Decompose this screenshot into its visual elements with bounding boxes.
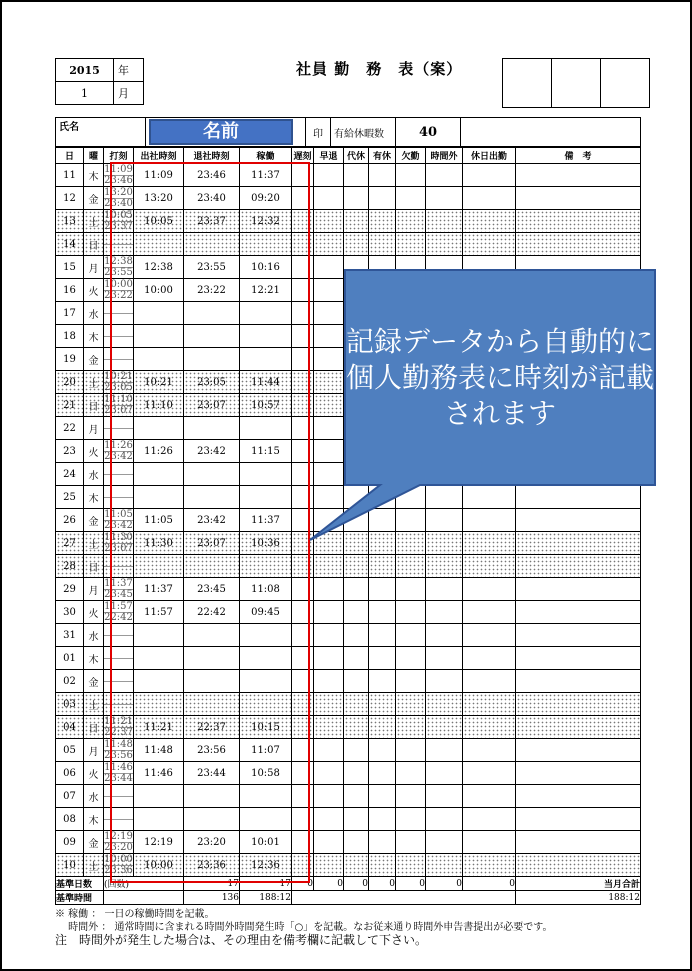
column-header: 有休 <box>369 148 396 164</box>
work-hours-cell: 10:36 <box>240 532 292 555</box>
clock-out-cell: 23:44 <box>184 762 240 785</box>
work-hours-cell: 12:21 <box>240 279 292 302</box>
weekday-cell: 木 <box>84 164 104 187</box>
seal-label: 印 <box>306 118 331 147</box>
leave-value: 40 <box>396 118 461 147</box>
day-cell: 10 <box>56 854 84 877</box>
weekday-cell: 土 <box>84 532 104 555</box>
clock-out-cell: 22:42 <box>184 601 240 624</box>
weekday-cell: 月 <box>84 256 104 279</box>
stamp-in: 11:10 <box>104 393 133 405</box>
stamp-in: 11:30 <box>104 531 133 543</box>
stamp-out: 23:44 <box>104 772 133 784</box>
stamp-out: 23:07 <box>104 542 133 554</box>
weekday-cell: 木 <box>84 325 104 348</box>
stamp-out: 23:05 <box>104 381 133 393</box>
year-unit: 年 <box>114 59 144 82</box>
column-header: 休日出勤 <box>463 148 516 164</box>
clock-out-cell: 23:55 <box>184 256 240 279</box>
day-cell: 06 <box>56 762 84 785</box>
weekday-cell: 月 <box>84 578 104 601</box>
stamp-in: 11:09 <box>104 163 133 175</box>
stamp-out: 23:22 <box>104 289 133 301</box>
weekday-cell: 水 <box>84 624 104 647</box>
column-header: 出社時刻 <box>134 148 184 164</box>
day-cell: 14 <box>56 233 84 256</box>
weekday-cell: 日 <box>84 233 104 256</box>
day-cell: 20 <box>56 371 84 394</box>
month-total-label: 当月合計 <box>516 877 641 891</box>
weekday-cell: 月 <box>84 417 104 440</box>
day-cell: 12 <box>56 187 84 210</box>
stamp-out: 23:36 <box>104 864 133 876</box>
work-hours-cell: 11:44 <box>240 371 292 394</box>
stamp-in: 10:05 <box>104 209 133 221</box>
weekday-cell: 木 <box>84 486 104 509</box>
clock-in-cell: 11:26 <box>134 440 184 463</box>
hours-in-value: 136 <box>184 891 240 905</box>
stamp-in: 10:00 <box>104 853 133 865</box>
work-hours-cell: 10:01 <box>240 831 292 854</box>
zero-cell: 0 <box>344 877 369 891</box>
weekday-cell: 金 <box>84 348 104 371</box>
zero-cell: 0 <box>463 877 516 891</box>
weekday-cell: 金 <box>84 187 104 210</box>
column-header: 打刻 <box>104 148 134 164</box>
zero-cell: 0 <box>314 877 344 891</box>
stamp-out: 23:40 <box>104 197 133 209</box>
clock-in-cell: 12:38 <box>134 256 184 279</box>
clock-in-cell: 13:20 <box>134 187 184 210</box>
name-label: 氏名 <box>56 118 146 147</box>
stamp-in: 12:19 <box>104 830 133 842</box>
weekday-cell: 金 <box>84 831 104 854</box>
stamp-out: 23:42 <box>104 450 133 462</box>
day-cell: 01 <box>56 647 84 670</box>
column-header: 備 考 <box>516 148 641 164</box>
clock-in-cell: 11:30 <box>134 532 184 555</box>
callout-text: 記録データから自動的に個人勤務表に時刻が記載されます <box>345 324 654 430</box>
weekday-cell: 土 <box>84 854 104 877</box>
stamp-in: 11:21 <box>104 715 133 727</box>
zero-cell: 0 <box>369 877 396 891</box>
clock-in-cell: 10:00 <box>134 279 184 302</box>
weekday-cell: 土 <box>84 210 104 233</box>
zero-cell: 0 <box>292 877 314 891</box>
day-cell: 07 <box>56 785 84 808</box>
weekday-cell: 日 <box>84 394 104 417</box>
hours-work-value: 188:12 <box>240 891 292 905</box>
stamp-out: 23:46 <box>104 174 133 186</box>
work-hours-cell: 10:16 <box>240 256 292 279</box>
stamp-in: 11:57 <box>104 600 133 612</box>
clock-in-cell: 10:05 <box>134 210 184 233</box>
year-value: 2015 <box>56 59 114 82</box>
column-header: 早退 <box>314 148 344 164</box>
clock-out-cell: 23:42 <box>184 509 240 532</box>
document-title: 社員 勤 務 表（案） <box>296 60 463 78</box>
stamp-in: 12:38 <box>104 255 133 267</box>
weekday-cell: 火 <box>84 601 104 624</box>
weekday-cell: 木 <box>84 808 104 831</box>
base-hours-label: 基準時間 <box>56 891 104 905</box>
clock-in-cell: 11:46 <box>134 762 184 785</box>
weekday-cell: 火 <box>84 762 104 785</box>
clock-out-cell: 23:20 <box>184 831 240 854</box>
stamp-out: 23:20 <box>104 841 133 853</box>
clock-out-cell: 23:22 <box>184 279 240 302</box>
day-cell: 24 <box>56 463 84 486</box>
weekday-cell: 火 <box>84 279 104 302</box>
column-header: 曜 <box>84 148 104 164</box>
clock-in-cell: 11:48 <box>134 739 184 762</box>
clock-out-cell: 23:37 <box>184 210 240 233</box>
work-hours-cell: 09:20 <box>240 187 292 210</box>
work-hours-cell: 12:32 <box>240 210 292 233</box>
stamp-out: 23:55 <box>104 266 133 278</box>
column-header: 日 <box>56 148 84 164</box>
stamp-in: 11:37 <box>104 577 133 589</box>
work-hours-cell: 10:58 <box>240 762 292 785</box>
clock-in-cell: 12:19 <box>134 831 184 854</box>
day-cell: 18 <box>56 325 84 348</box>
work-hours-cell: 11:08 <box>240 578 292 601</box>
base-days-label: 基準日数 <box>56 877 104 891</box>
count-in-value: 17 <box>184 877 240 891</box>
count-label: (回数) <box>104 877 184 891</box>
clock-in-cell: 11:09 <box>134 164 184 187</box>
day-cell: 04 <box>56 716 84 739</box>
stamp-in: 11:05 <box>104 508 133 520</box>
work-hours-cell: 11:15 <box>240 440 292 463</box>
clock-in-cell: 11:05 <box>134 509 184 532</box>
column-header: 稼働 <box>240 148 292 164</box>
weekday-cell: 水 <box>84 463 104 486</box>
column-header: 遅刻 <box>292 148 314 164</box>
column-header: 退社時刻 <box>184 148 240 164</box>
weekday-cell: 水 <box>84 785 104 808</box>
column-header: 代休 <box>344 148 369 164</box>
stamp-out: 23:56 <box>104 749 133 761</box>
clock-out-cell: 23:56 <box>184 739 240 762</box>
month-value: 1 <box>56 82 114 105</box>
day-cell: 05 <box>56 739 84 762</box>
stamp-out: 23:42 <box>104 519 133 531</box>
day-cell: 25 <box>56 486 84 509</box>
stamp-in: 11:26 <box>104 439 133 451</box>
weekday-cell: 土 <box>84 371 104 394</box>
count-work-value: 17 <box>240 877 292 891</box>
day-cell: 21 <box>56 394 84 417</box>
zero-cell: 0 <box>396 877 426 891</box>
weekday-cell: 土 <box>84 693 104 716</box>
clock-in-cell: 10:00 <box>134 854 184 877</box>
stamp-in: 10:00 <box>104 278 133 290</box>
clock-out-cell: 23:36 <box>184 854 240 877</box>
weekday-cell: 日 <box>84 716 104 739</box>
weekday-cell: 日 <box>84 555 104 578</box>
day-cell: 17 <box>56 302 84 325</box>
note-line-3: 注 時間外が発生した場合は、その理由を備考欄に記載して下さい。 <box>55 933 428 947</box>
clock-out-cell: 23:46 <box>184 164 240 187</box>
weekday-cell: 火 <box>84 440 104 463</box>
day-cell: 09 <box>56 831 84 854</box>
stamp-out: 23:37 <box>104 220 133 232</box>
stamp-out: 23:45 <box>104 588 133 600</box>
day-cell: 23 <box>56 440 84 463</box>
clock-out-cell: 23:07 <box>184 532 240 555</box>
day-cell: 30 <box>56 601 84 624</box>
note-line-1: ※ 稼働 ： 一日の稼働時間を記載。 <box>55 909 215 920</box>
zero-cell: 0 <box>426 877 463 891</box>
stamp-out: 23:07 <box>104 404 133 416</box>
work-hours-cell: 11:07 <box>240 739 292 762</box>
month-total-value: 188:12 <box>516 891 641 905</box>
work-hours-cell: 12:36 <box>240 854 292 877</box>
day-cell: 08 <box>56 808 84 831</box>
day-cell: 26 <box>56 509 84 532</box>
day-cell: 15 <box>56 256 84 279</box>
clock-in-cell: 11:57 <box>134 601 184 624</box>
day-cell: 31 <box>56 624 84 647</box>
work-hours-cell: 10:15 <box>240 716 292 739</box>
work-hours-cell: 11:37 <box>240 164 292 187</box>
work-hours-cell: 09:45 <box>240 601 292 624</box>
stamp-in: 11:46 <box>104 761 133 773</box>
clock-in-cell: 11:10 <box>134 394 184 417</box>
day-cell: 22 <box>56 417 84 440</box>
clock-in-cell: 10:21 <box>134 371 184 394</box>
clock-out-cell: 23:05 <box>184 371 240 394</box>
clock-out-cell: 23:42 <box>184 440 240 463</box>
work-hours-cell: 10:57 <box>240 394 292 417</box>
day-cell: 28 <box>56 555 84 578</box>
clock-out-cell: 23:40 <box>184 187 240 210</box>
work-hours-cell: 11:37 <box>240 509 292 532</box>
day-cell: 11 <box>56 164 84 187</box>
clock-in-cell: 11:21 <box>134 716 184 739</box>
stamp-out: 22:37 <box>104 726 133 738</box>
day-cell: 03 <box>56 693 84 716</box>
month-unit: 月 <box>114 82 144 105</box>
weekday-cell: 木 <box>84 647 104 670</box>
stamp-in: 10:21 <box>104 370 133 382</box>
stamp-in: 13:20 <box>104 186 133 198</box>
day-cell: 29 <box>56 578 84 601</box>
weekday-cell: 月 <box>84 739 104 762</box>
note-line-2: 時間外 ： 通常時間に含まれる時間外時間発生時「○」を記載。なお従来通り時間外申告書提出が必要です。 <box>55 922 553 933</box>
day-cell: 27 <box>56 532 84 555</box>
leave-label: 有給休暇数 <box>331 118 396 147</box>
stamp-out: 22:42 <box>104 611 133 623</box>
column-header: 時間外 <box>426 148 463 164</box>
day-cell: 02 <box>56 670 84 693</box>
day-cell: 19 <box>56 348 84 371</box>
clock-out-cell: 23:07 <box>184 394 240 417</box>
column-header: 欠勤 <box>396 148 426 164</box>
weekday-cell: 水 <box>84 302 104 325</box>
day-cell: 13 <box>56 210 84 233</box>
clock-in-cell: 11:37 <box>134 578 184 601</box>
name-placeholder[interactable]: 名前 <box>149 119 293 145</box>
day-cell: 16 <box>56 279 84 302</box>
stamp-in: 11:48 <box>104 738 133 750</box>
weekday-cell: 金 <box>84 670 104 693</box>
clock-out-cell: 23:45 <box>184 578 240 601</box>
clock-out-cell: 22:37 <box>184 716 240 739</box>
weekday-cell: 金 <box>84 509 104 532</box>
